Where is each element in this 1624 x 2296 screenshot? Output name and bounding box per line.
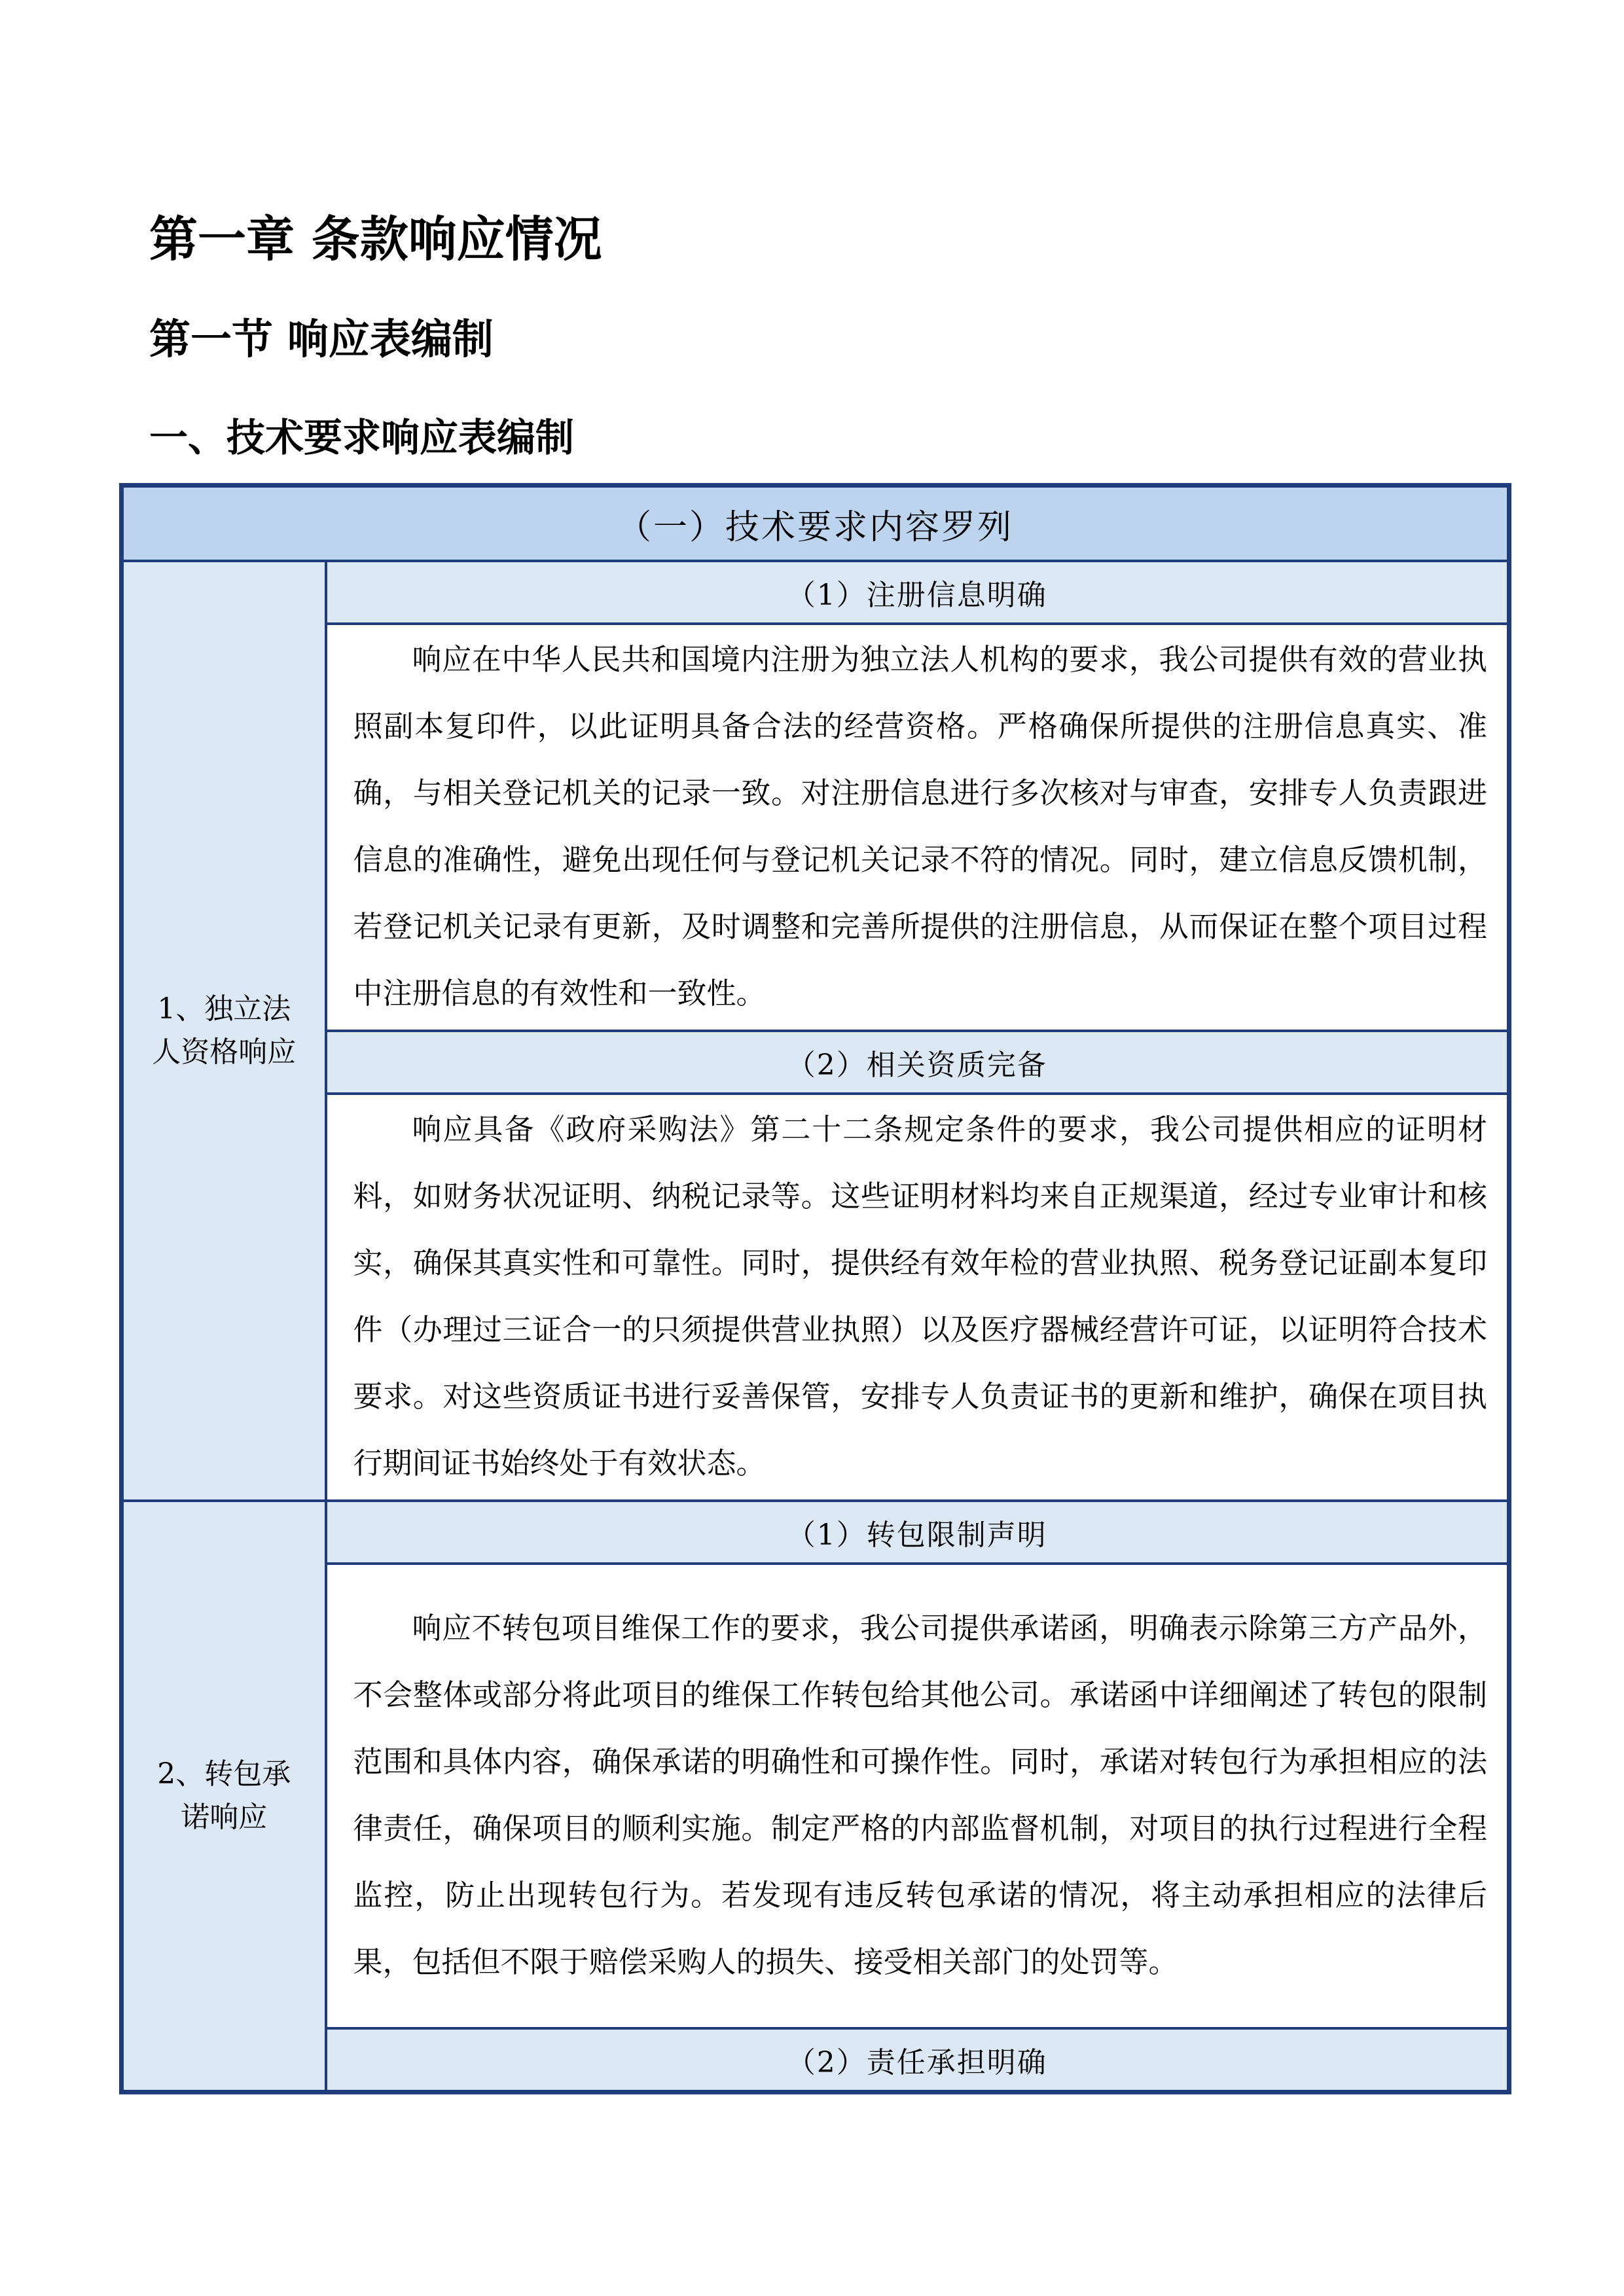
chapter-title: 第一章 条款响应情况 xyxy=(149,211,602,268)
item-heading: （2）相关资质完备 xyxy=(326,1031,1509,1094)
item-text: 响应不转包项目维保工作的要求，我公司提供承诺函，明确表示除第三方产品外，不会整体或部分将此项目的维保工作转包给其他公司。承诺函中详细阐述了转包的限制范围和具体内容，确保承诺的明确性和可操作性。同时，承诺对转包行为承担相应的法律责任，确保项目的顺利实施。制定严格的内部监督机制，对项目的执行过程进行全程监控，防止出现转包行为。若发现有违反转包承诺的情况，将主动承担相应的法律后果，包括但不限于赔偿采购人的损失、接受相关部门的处罚等。 xyxy=(353,1611,1487,1979)
table-row xyxy=(122,624,1509,1031)
item-text: 响应在中华人民共和国境内注册为独立法人机构的要求，我公司提供有效的营业执照副本复印件，以此证明具备合法的经营资格。严格确保所提供的注册信息真实、准确，与相关登记机关的记录一致。对注册信息进行多次核对与审查，安排专人负责跟进信息的准确性，避免出现任何与登记机关记录不符的情况。同时，建立信息反馈机制，若登记机关记录有更新，及时调整和完善所提供的注册信息，从而保证在整个项目过程中注册信息的有效性和一致性。 xyxy=(353,642,1487,1011)
table-row xyxy=(122,1094,1509,1501)
item-text-cell xyxy=(326,1094,1509,1501)
table-row xyxy=(122,1564,1509,2028)
table-row xyxy=(122,2028,1509,2092)
response-table xyxy=(119,483,1511,2094)
subsection-title: 一、技术要求响应表编制 xyxy=(149,415,575,460)
item-heading: （1）转包限制声明 xyxy=(326,1501,1509,1564)
table-row xyxy=(122,1501,1509,1564)
item-heading: （2）责任承担明确 xyxy=(326,2028,1509,2092)
table-title-row xyxy=(122,486,1509,562)
group-label-cell xyxy=(122,1501,326,2092)
table-row xyxy=(122,1031,1509,1094)
table-title: （一）技术要求内容罗列 xyxy=(122,486,1509,562)
section-title: 第一节 响应表编制 xyxy=(149,315,494,363)
item-heading: （1）注册信息明确 xyxy=(326,561,1509,624)
item-text-cell xyxy=(326,624,1509,1031)
group-label: 2、转包承诺响应 xyxy=(157,1757,291,1834)
item-text-cell xyxy=(326,1564,1509,2028)
group-label: 1、独立法人资格响应 xyxy=(152,992,297,1069)
item-text: 响应具备《政府采购法》第二十二条规定条件的要求，我公司提供相应的证明材料，如财务状况证明、纳税记录等。这些证明材料均来自正规渠道，经过专业审计和核实，确保其真实性和可靠性。同时，提供经有效年检的营业执照、税务登记证副本复印件（办理过三证合一的只须提供营业执照）以及医疗器械经营许可证，以证明符合技术要求。对这些资质证书进行妥善保管，安排专人负责证书的更新和维护，确保在项目执行期间证书始终处于有效状态。 xyxy=(353,1112,1487,1480)
group-label-cell xyxy=(122,561,326,1501)
table-row xyxy=(122,561,1509,624)
